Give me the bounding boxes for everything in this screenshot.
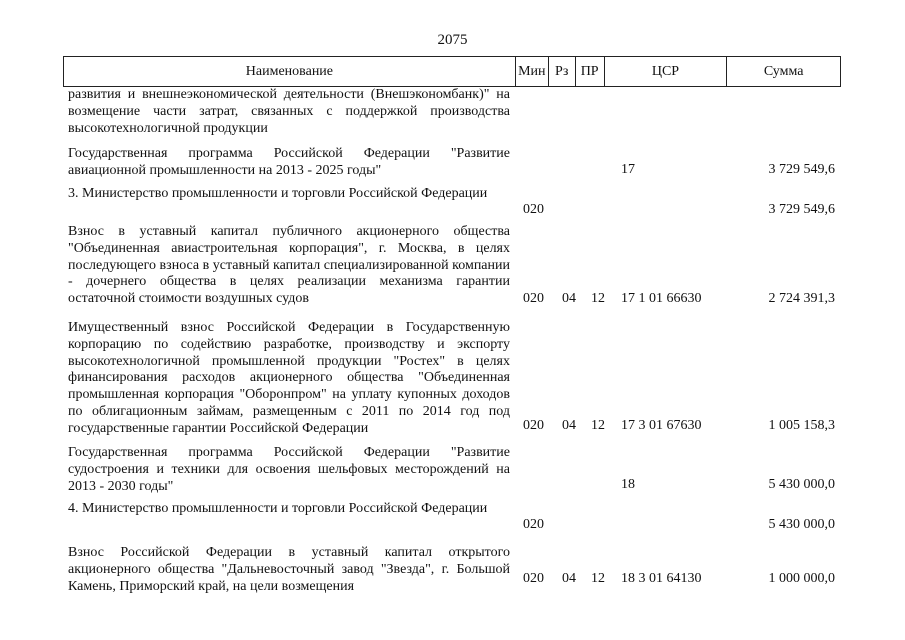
row-min: 020 (523, 571, 544, 586)
table-row (63, 224, 841, 314)
row-pr: 12 (591, 418, 605, 433)
row-name: Государственная программа Российской Федерации "Развитие судостроения и техники для освоения шельфовых месторождений на 2013 - 2030 годы" (68, 445, 510, 494)
row-min: 020 (523, 202, 544, 217)
budget-table (63, 56, 841, 594)
row-min: 020 (523, 291, 544, 306)
table-header (63, 56, 841, 87)
column-header-csr: ЦСР (605, 57, 728, 86)
row-sum: 5 430 000,0 (768, 517, 835, 532)
row-pr: 12 (591, 571, 605, 586)
row-csr: 17 3 01 67630 (621, 418, 702, 433)
table-row (63, 445, 841, 501)
row-rz: 04 (562, 418, 576, 433)
page-number: 2075 (437, 32, 468, 48)
row-pr: 12 (591, 291, 605, 306)
row-name: Взнос Российской Федерации в уставный капитал открытого акционерного общества "Дальневосточный завод "Звезда", г. Большой Камень, Приморский край, на цели возмещения (68, 545, 510, 594)
column-header-name: Наименование (64, 57, 516, 86)
row-name: Имущественный взнос Российской Федерации в Государственную корпорацию по содействию разработке, производству и экспорту высокотехнологичной промышленной продукции "Ростех" в целях финансирования расходов акционерного общества "Объединенная промышленная корпорация "Оборонпром" на уплату купонных доходов по облигационным займам, размещенным с 2011 по 2014 год под государственные гарантии Российской Федерации (68, 320, 510, 436)
row-min: 020 (523, 517, 544, 532)
row-rz: 04 (562, 571, 576, 586)
row-name: 3. Министерство промышленности и торговли Российской Федерации (68, 186, 488, 201)
row-sum: 3 729 549,6 (768, 202, 835, 217)
table-row (63, 186, 841, 226)
row-sum: 3 729 549,6 (768, 162, 835, 177)
row-sum: 1 005 158,3 (768, 418, 835, 433)
table-row (63, 545, 841, 601)
table-row (63, 320, 841, 440)
row-name: Государственная программа Российской Федерации "Развитие авиационной промышленности на 2013 - 2025 годы" (68, 146, 510, 178)
row-rz: 04 (562, 291, 576, 306)
column-header-min: Мин (516, 57, 549, 86)
table-row (63, 87, 841, 139)
row-sum: 5 430 000,0 (768, 477, 835, 492)
row-csr: 18 (621, 477, 635, 492)
row-min: 020 (523, 418, 544, 433)
row-sum: 2 724 391,3 (768, 291, 835, 306)
row-name: 4. Министерство промышленности и торговли Российской Федерации (68, 501, 488, 516)
row-name: Взнос в уставный капитал публичного акционерного общества "Объединенная авиастроительная корпорация", г. Москва, в целях последующего взноса в уставный капитал специализированной компании - дочернего общества в целях реализации механизма гарантии остаточной стоимости воздушных судов (68, 224, 510, 307)
column-header-rz: Рз (549, 57, 576, 86)
row-name: развития и внешнеэкономической деятельности (Внешэкономбанк)" на возмещение части затрат, связанных с поддержкой производства высокотехнологичной продукции (68, 87, 510, 136)
column-header-sum: Сумма (763, 63, 804, 79)
column-header-pr: ПР (576, 57, 605, 86)
row-csr: 17 1 01 66630 (621, 291, 702, 306)
row-csr: 18 3 01 64130 (621, 571, 702, 586)
table-row (63, 146, 841, 186)
table-row (63, 501, 841, 541)
row-sum: 1 000 000,0 (768, 571, 835, 586)
row-csr: 17 (621, 162, 635, 177)
